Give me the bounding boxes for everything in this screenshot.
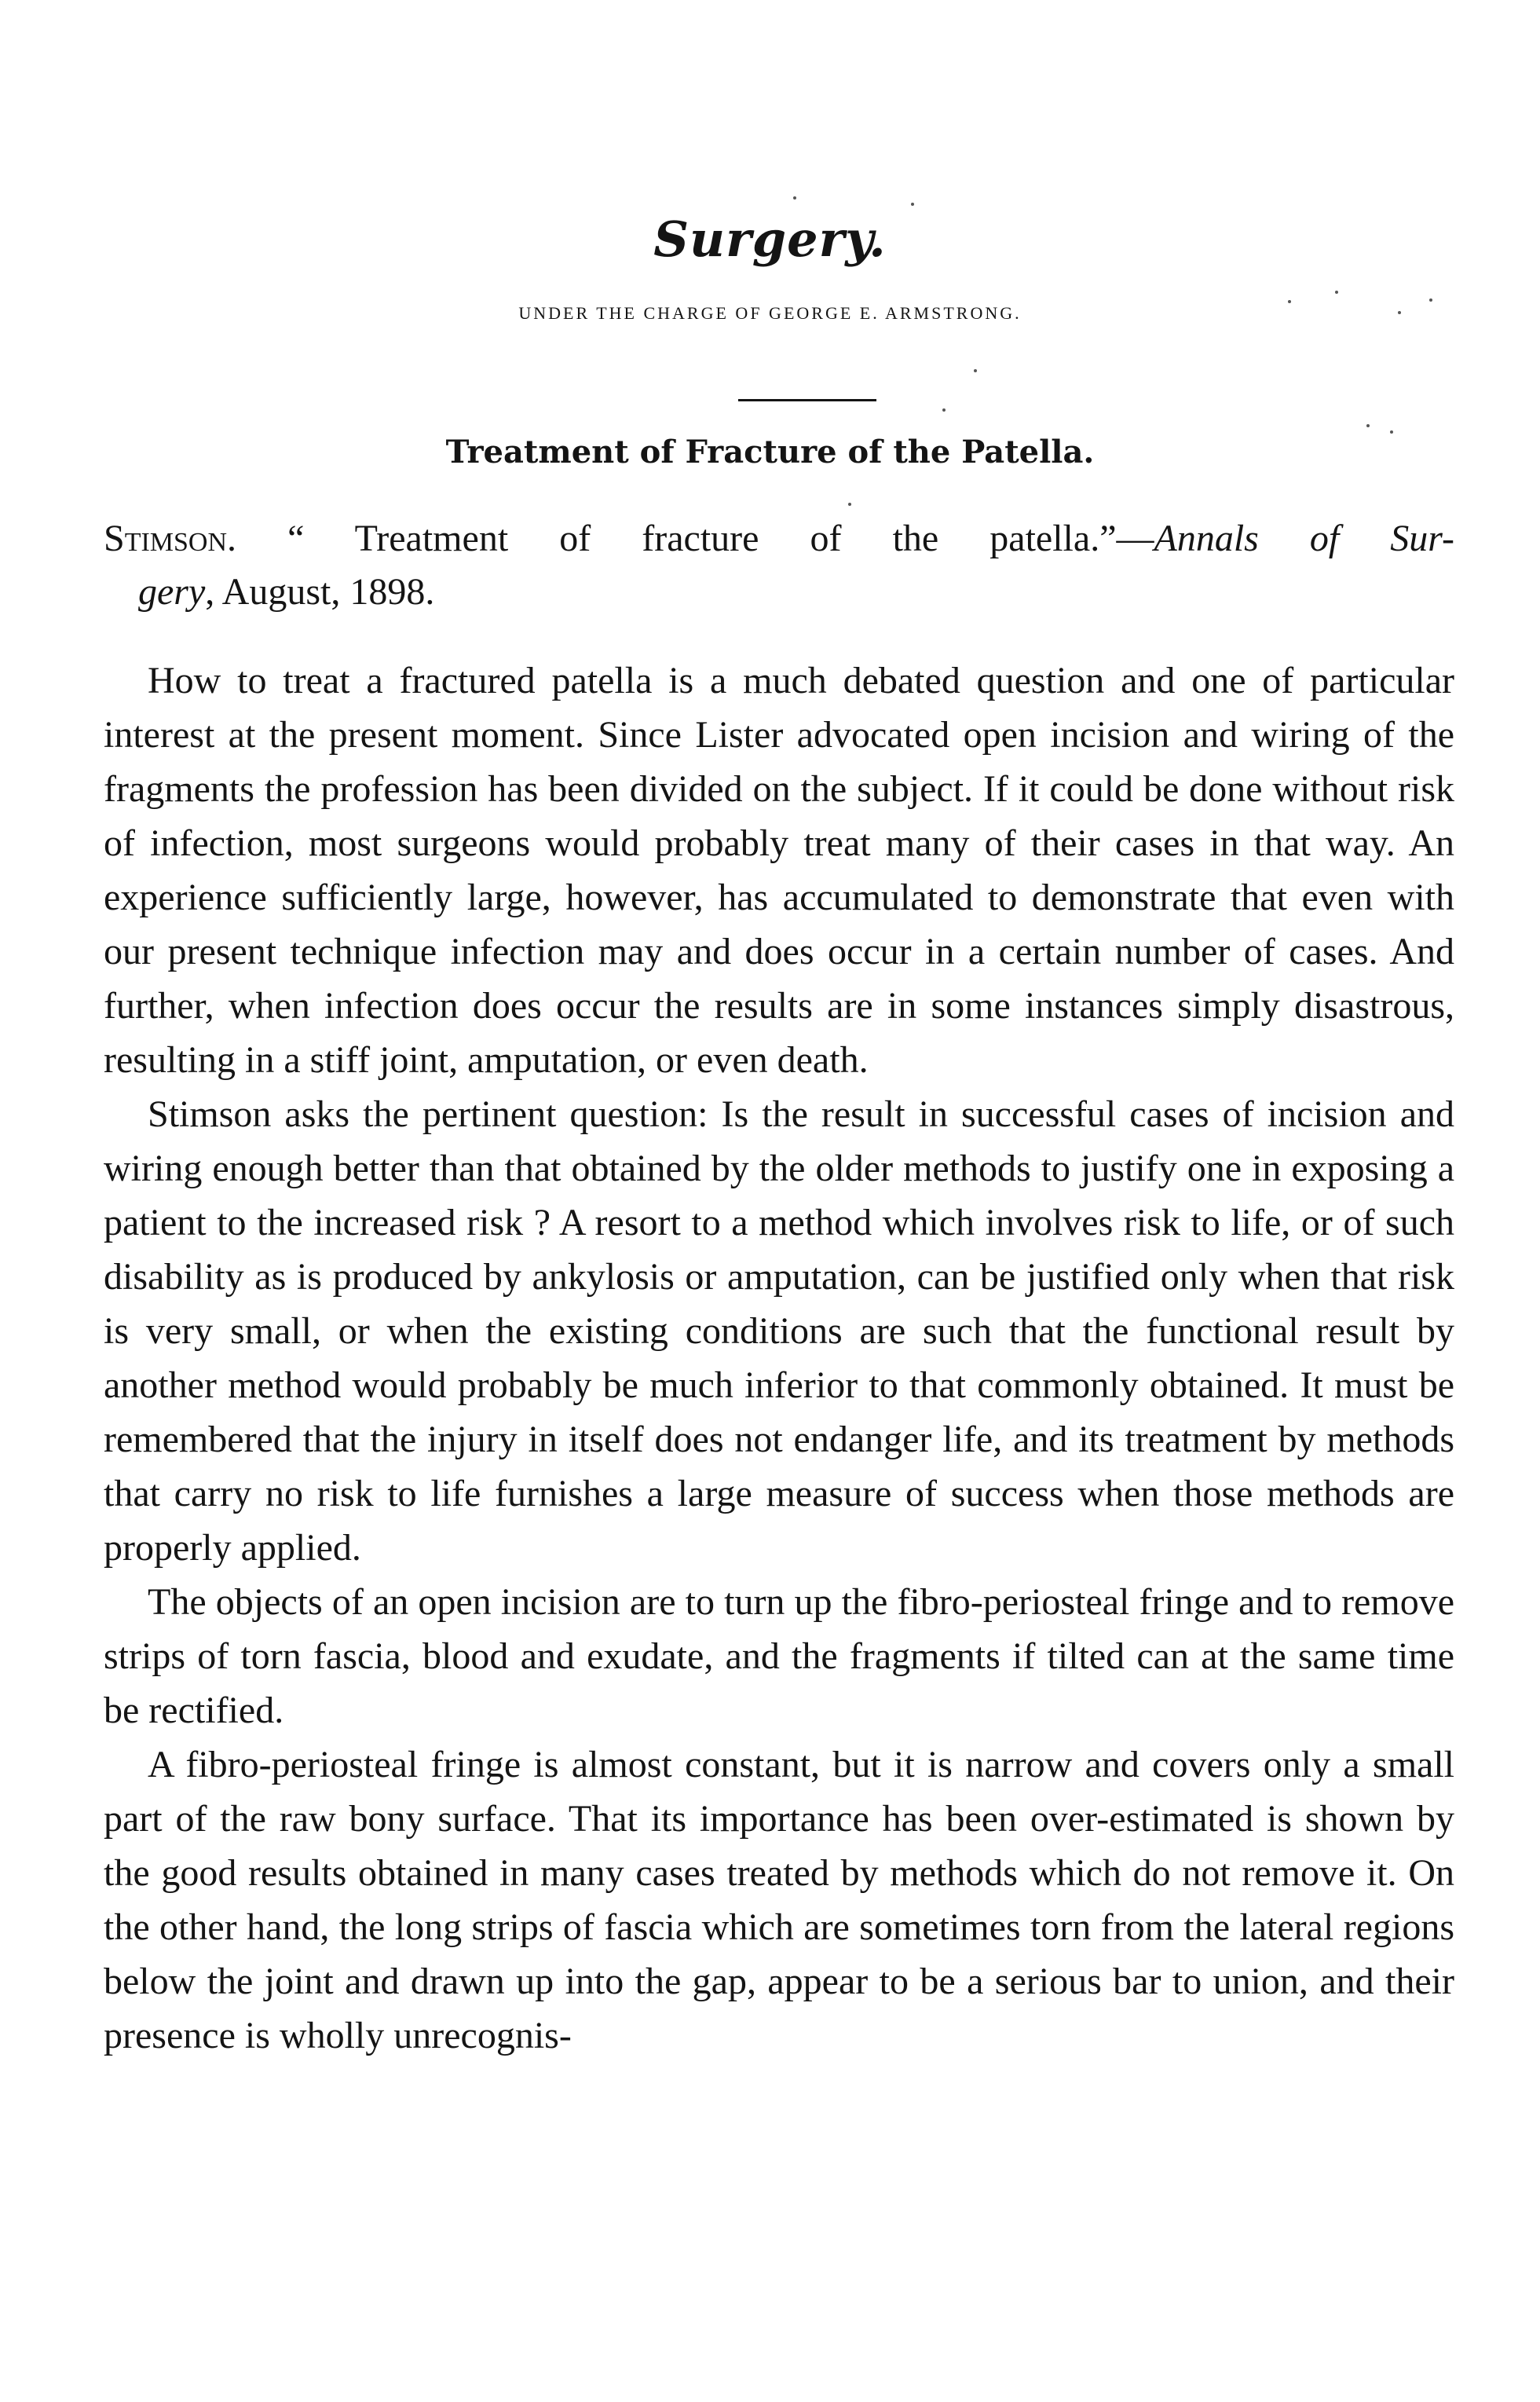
citation-date: , August, 1898. [205,571,435,613]
citation [104,512,1454,619]
print-speck [942,408,946,412]
print-speck [793,196,796,200]
article-body [104,654,1454,2063]
paragraph: How to treat a fractured patella is a much debated question and one of particular interest at the present moment. Since Lister advocated open incision and wiring of the fragments the profession has been divided on the subject. If it could be done without risk of infection, most surgeons would probably treat many of their cases in that way. An experience sufficiently large, however, has accumulated to demonstrate that even with our present technique infection may and does occur in a certain number of cases. And further, when infection does occur the results are in some instances simply disastrous, resulting in a stiff joint, amputation, or even death. [104,660,1454,1081]
print-speck [1335,291,1338,294]
citation-title: “ Treatment of fracture of the patella.”— [287,518,1154,559]
citation-author: Stimson. [104,518,237,559]
print-speck [1398,311,1401,314]
citation-journal-part-2: gery [138,571,206,613]
article-title: Treatment of Fracture of the Patella. [445,434,1095,471]
editor-line: UNDER THE CHARGE OF GEORGE E. ARMSTRONG. [518,303,1022,323]
print-speck [848,503,851,506]
section-heading: Surgery. [653,211,887,268]
paragraph: Stimson asks the pertinent question: Is the result in successful cases of incision and wiring enough better than that obtained by the older methods to justify one in exposing a patient to the increased risk ? A resort to a method which involves risk to life, or of such disability as is produced by ankylosis or amputation, can be justified only when that risk is very small, or when the existing conditions are such that the functional result by another method would probably be much inferior to that commonly obtained. It must be remembered that the injury in itself does not endanger life, and its treatment by methods that carry no risk to life furnishes a large measure of success when those methods are properly applied. [104,1093,1454,1569]
print-speck [1288,300,1291,303]
print-speck [1366,424,1370,427]
citation-line-2 [104,566,1454,619]
paragraph: The objects of an open incision are to turn up the fibro-periosteal fringe and to remove strips of torn fascia, blood and exudate, and the fragments if tilted can at the same time be rectified. [104,1581,1454,1731]
citation-line-1 [104,512,1454,566]
paragraph: A fibro-periosteal fringe is almost constant, but it is narrow and covers only a small part of the raw bony surface. That its importance has been over-estimated is shown by the good results obtained in many cases treated by methods which do not remove it. On the other hand, the long strips of fascia which are sometimes torn from the lateral regions below the joint and drawn up into the gap, appear to be a serious bar to union, and their presence is wholly unrecognis- [104,1744,1454,2056]
citation-journal-part-1: Annals of Sur- [1154,518,1454,559]
print-speck [911,203,914,206]
divider-rule [738,399,876,401]
print-speck [1429,298,1432,302]
print-speck [974,369,977,372]
print-speck [1390,430,1393,434]
